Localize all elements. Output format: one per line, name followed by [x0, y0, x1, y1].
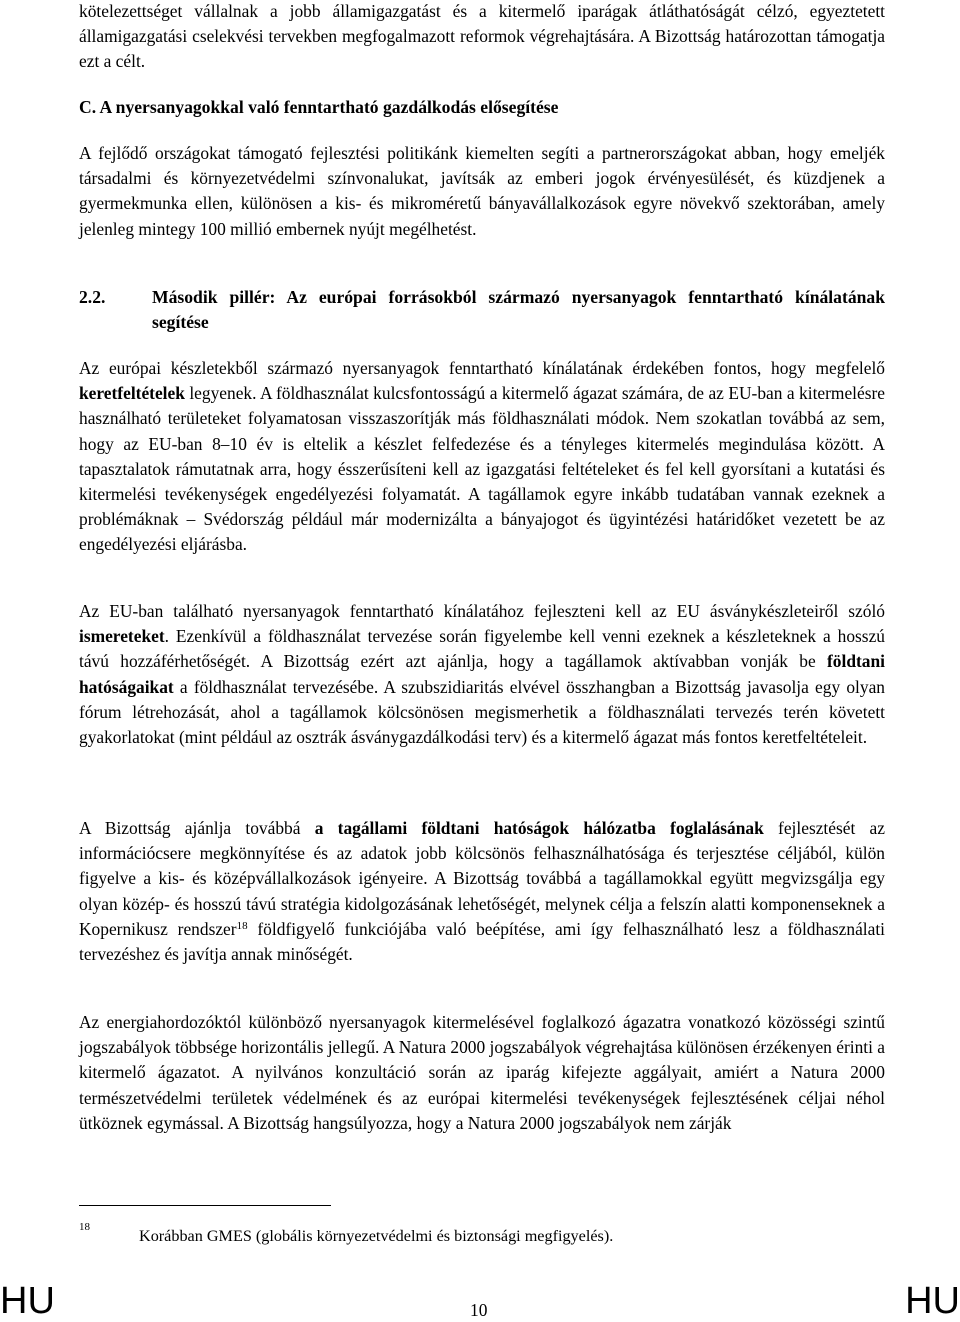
paragraph-knowledge: Az EU-ban található nyersanyagok fenntartható kínálatához fejleszteni kell az EU ásványkészleteiről szóló ismereteket. Ezenkívül a földhasználat tervezése során figyelembe kell venni ezeknek a készleteknek a hosszú távú hozzáférhetőségét. A Bizottság ezért azt ajánlja, hogy a tagállamok aktívabban vonják be földtani hatóságaikat a földhasználat tervezésébe. A szubszidiaritás elvével összhangban a Bizottság javasolja egy olyan fórum létrehozását, ahol a tagállamok kölcsönösen megismerhetik a földhasználati tervezés terén követett gyakorlatokat (mint például az osztrák ásványgazdálkodási terv) és a kitermelő ágazat más fontos keretfeltételeit. — [79, 601, 885, 748]
paragraph-development-policy: A fejlődő országokat támogató fejlesztési politikánk kiemelten segíti a partnerországokat abban, hogy emeljék társadalmi és környezetvédelmi színvonalukat, javítsák az emberi jogok érvényesülését, és küzdjenek a gyermekmunka ellen, különösen a kis- és mikroméretű bányavállalkozások egyre növekvő szektorában, amely jelenleg mintegy 100 millió embernek nyújt megélhetést. — [79, 143, 885, 239]
paragraph-intro: kötelezettséget vállalnak a jobb államigazgatást és a kitermelő iparágak átláthatóságát célzó, egyeztetett államigazgatási cselekvési tervekben megfogalmazott reformok végrehajtására. A Bizottság határozottan támogatja ezt a célt. — [79, 1, 885, 72]
bold-foldtani-hatosagaikat: földtani hatóságaikat — [79, 651, 885, 697]
footnote-separator — [79, 1205, 331, 1206]
bold-keretfeltetelek: keretfeltételek — [79, 383, 185, 404]
paragraph-natura-2000: Az energiahordozóktól különböző nyersanyagok kitermelésével foglalkozó ágazatra vonatkozó közösségi szintű jogszabályok többsége horizontális jellegű. A Natura 2000 jogszabályok végrehajtása különösen érzékenyen érinti a kitermelő ágazatot. A nyilvános konzultáció során az iparág kifejezte aggályait, amiért a Natura 2000 természetvédelmi területek védelmének és az európai kitermelési tevékenységek fejlesztésének céljai néhol ütköznek egymással. A Bizottság hangsúlyozza, hogy a Natura 2000 jogszabályok nem zárják — [79, 1012, 885, 1133]
section-heading-c: C. A nyersanyagokkal való fenntartható gazdálkodás elősegítése — [79, 97, 559, 117]
bold-ismereteket: ismereteket — [79, 626, 165, 647]
subsection-heading-2-2 — [79, 285, 885, 335]
subsection-title: Második pillér: Az európai forrásokból származó nyersanyagok fenntartható kínálatának segítése — [152, 287, 885, 332]
paragraph-network: A Bizottság ajánlja továbbá a tagállami földtani hatóságok hálózatba foglalásának fejlesztését az információcsere megkönnyítése és az adatok jobb kölcsönös felhasználhatósága és terjesztése céljából, külön figyelve a kis- és középvállalkozások igényeire. A Bizottság továbbá a tagállamokkal együtt megvizsgálja egy olyan közép- és hosszú távú stratégia kidolgozásának lehetőségét, melynek célja a felszín alatti komponenseknek a Kopernikusz rendszer$^{18}$ földfigyelő funkciójába való beépítése, ami így felhasználható lesz a földhasználati tervezéshez és javítja annak minőségét. — [79, 818, 886, 965]
footnote-reference[interactable]: 18 — [236, 919, 248, 932]
page-number: 10 — [470, 1300, 488, 1320]
subsection-number: 2.2. — [79, 287, 106, 307]
footnote-text: Korábban GMES (globális környezetvédelmi és biztonsági megfigyelés). — [139, 1227, 614, 1245]
paragraph-framework-conditions: Az európai készletekből származó nyersanyagok fenntartható kínálatának érdekében fontos, hogy megfelelő keretfeltételek legyenek. A földhasználat kulcsfontosságú a kitermelő ágazat számára, de az EU-ban a kitermelésre használható területeket folyamatosan visszaszorítják más földhasználati módok. Nem szokatlan továbbá az sem, hogy az EU-ban 8–10 év is eltelik a készlet felfedezése és a tényleges kitermelés megindulása között. A tapasztalatok rámutatnak arra, hogy ésszerűsíteni kell az igazgatási feltételeket és fel kell gyorsítani a kutatási és kitermelési tevékenységek engedélyezési folyamatát. A tagállamok egyre inkább tudatában vannak ezeknek a problémáknak – Svédország például már modernizálta a bányajogot és ügyintézési határidőket vezetett be az engedélyezési eljárásba. — [79, 358, 885, 555]
language-code-right: HU — [905, 1280, 960, 1322]
bold-halozat: a tagállami földtani hatóságok hálózatba foglalásának — [314, 818, 764, 838]
language-code-left: HU — [0, 1280, 55, 1322]
footnote-number: 18 — [79, 1221, 90, 1233]
